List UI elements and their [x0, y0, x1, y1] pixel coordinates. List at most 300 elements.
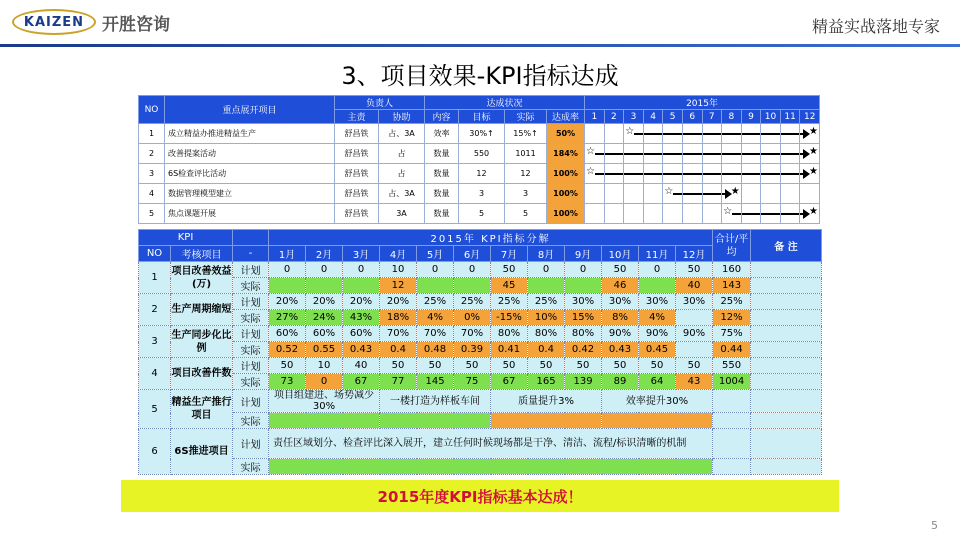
kpi-row-name: 项目改善效益(万): [171, 262, 233, 294]
gantt-line: [644, 133, 663, 135]
row-project: 改善提案活动: [165, 144, 335, 164]
col-owner: 主责: [335, 110, 379, 124]
actual-bar: [269, 459, 713, 475]
end-star-icon: ★: [809, 206, 818, 217]
note-cell: [751, 358, 822, 374]
col-target: 目标: [459, 110, 505, 124]
actual-bar: [269, 413, 380, 429]
month-cell: [702, 164, 722, 184]
plan-label: 计划: [233, 262, 269, 278]
month-cell: [682, 144, 702, 164]
month-header: 12: [800, 110, 820, 124]
slogan: 精益实战落地专家: [811, 17, 940, 36]
kpi-rows: [139, 262, 822, 390]
actual-bar: [380, 413, 491, 429]
plan-value: 0: [343, 262, 380, 278]
gantt-line: [742, 153, 761, 155]
end-star-icon: ★: [809, 126, 818, 137]
row-target: 5: [459, 204, 505, 224]
start-star-icon: ☆: [664, 186, 674, 197]
gantt-line: [703, 153, 722, 155]
kpi-row-no: 2: [139, 294, 171, 326]
row-rate: 100%: [547, 184, 585, 204]
plan-value: 50: [528, 358, 565, 374]
plan-value: 50: [491, 358, 528, 374]
page-title: 3、项目效果-KPI指标达成: [341, 62, 619, 90]
note-cell: [751, 342, 822, 358]
month-cell: [585, 124, 605, 144]
gantt-line: [663, 173, 682, 175]
logo: [12, 8, 170, 36]
plan-value: 50: [565, 358, 602, 374]
row-project: 数据管理模型建立: [165, 184, 335, 204]
plan-value: 30%: [602, 294, 639, 310]
month-header: 2: [604, 110, 624, 124]
col-project: 重点展开项目: [165, 96, 335, 124]
plan-value: 80%: [565, 326, 602, 342]
plan-value: 20%: [343, 294, 380, 310]
gantt-line: [594, 153, 604, 155]
plan-value: 50: [454, 358, 491, 374]
note-cell: [751, 429, 822, 459]
kpi-row-name: 精益生产推行项目: [171, 390, 233, 429]
plan-value: 0: [306, 262, 343, 278]
row-content: 数量: [425, 204, 459, 224]
month-cell: [800, 144, 820, 164]
gantt-line: [781, 153, 800, 155]
actual-value: 89: [602, 374, 639, 390]
gantt-line: [672, 193, 682, 195]
plan-value: 50: [602, 262, 639, 278]
actual-value: 64: [639, 374, 676, 390]
row-content: 数量: [425, 184, 459, 204]
gantt-line: [633, 133, 643, 135]
month-header: 11月: [639, 246, 676, 262]
actual-label: 实际: [233, 342, 269, 358]
month-cell: [780, 124, 800, 144]
row-owner: 舒昌铁: [335, 164, 379, 184]
gantt-line: [605, 173, 624, 175]
kpi-plan-row: [139, 326, 822, 342]
note-cell: [751, 262, 822, 278]
project-row: [139, 184, 820, 204]
month-cell: [585, 184, 605, 204]
actual-value: 77: [380, 374, 417, 390]
plan-value: 20%: [380, 294, 417, 310]
actual-value: 0.43: [343, 342, 380, 358]
project-row: [139, 124, 820, 144]
kpi-actual-row: [139, 374, 822, 390]
gantt-line: [663, 153, 682, 155]
actual-value: 24%: [306, 310, 343, 326]
actual-value: 10%: [528, 310, 565, 326]
note-cell: [751, 374, 822, 390]
plan-value: 90%: [602, 326, 639, 342]
gantt-line: [761, 133, 780, 135]
kpi-plan-row: [139, 358, 822, 374]
row-actual: 3: [505, 184, 547, 204]
month-header: 7月: [491, 246, 528, 262]
note-header: 备 注: [751, 230, 822, 262]
plan-value: 30%: [639, 294, 676, 310]
month-cell: [722, 204, 742, 224]
col-rate: 达成率: [547, 110, 585, 124]
start-star-icon: ☆: [586, 146, 595, 157]
row-assist: 占: [379, 164, 425, 184]
gantt-line: [761, 213, 780, 215]
actual-bar: [602, 413, 713, 429]
plan-value: 50: [602, 358, 639, 374]
actual-bar: [491, 413, 602, 429]
note-cell: [751, 413, 822, 429]
plan-value: 20%: [269, 294, 306, 310]
actual-value: 43%: [343, 310, 380, 326]
actual-value: 15%: [565, 310, 602, 326]
gantt-line: [761, 173, 780, 175]
plan-text: 效率提升30%: [602, 390, 713, 413]
gantt-line: [731, 213, 741, 215]
month-cell: [585, 144, 605, 164]
plan-value: 50: [676, 358, 713, 374]
month-cell: [604, 184, 624, 204]
month-cell: [780, 184, 800, 204]
month-cell: [682, 124, 702, 144]
month-header: 5: [663, 110, 683, 124]
kpi-plan-row: [139, 262, 822, 278]
plan-value: 60%: [343, 326, 380, 342]
plan-value: 50: [417, 358, 454, 374]
row-owner: 舒昌铁: [335, 184, 379, 204]
total-cell: [713, 413, 751, 429]
plan-value: 70%: [417, 326, 454, 342]
gantt-line: [683, 153, 702, 155]
month-cell: [624, 184, 644, 204]
month-cell: [643, 164, 663, 184]
plan-text: 质量提升3%: [491, 390, 602, 413]
plan-value: 30%: [565, 294, 602, 310]
kpi-actual-row: [139, 310, 822, 326]
row-no: 4: [139, 184, 165, 204]
page-number: 5: [931, 519, 938, 532]
month-cell: [722, 164, 742, 184]
plan-total: 75%: [713, 326, 751, 342]
month-cell: [604, 124, 624, 144]
month-cell: [604, 204, 624, 224]
actual-value: 145: [417, 374, 454, 390]
total-cell: [713, 390, 751, 413]
month-header: 11: [780, 110, 800, 124]
row-project: 成立精益办推进精益生产: [165, 124, 335, 144]
month-cell: [663, 124, 683, 144]
month-header: 8: [722, 110, 742, 124]
actual-value: 18%: [380, 310, 417, 326]
actual-value: -15%: [491, 310, 528, 326]
gantt-line: [722, 173, 741, 175]
row-assist: 3A: [379, 204, 425, 224]
gantt-line: [800, 173, 807, 175]
month-cell: [722, 144, 742, 164]
month-cell: [780, 204, 800, 224]
kpi-plan-row: [139, 294, 822, 310]
actual-value: 0.55: [306, 342, 343, 358]
plan-value: 70%: [380, 326, 417, 342]
month-header: 4: [643, 110, 663, 124]
plan-value: 40: [343, 358, 380, 374]
month-header: 3月: [343, 246, 380, 262]
summary-banner: 2015年度KPI指标基本达成！: [121, 480, 839, 512]
actual-value: 0: [306, 374, 343, 390]
end-star-icon: ★: [809, 166, 818, 177]
actual-value: 40: [676, 278, 713, 294]
actual-value: 45: [491, 278, 528, 294]
gantt-line: [594, 173, 604, 175]
month-cell: [585, 164, 605, 184]
actual-label: 实际: [233, 459, 269, 475]
actual-value: 73: [269, 374, 306, 390]
month-cell: [741, 164, 761, 184]
plan-label: 计划: [233, 326, 269, 342]
month-cell: [682, 164, 702, 184]
plan-value: 0: [269, 262, 306, 278]
gantt-line: [644, 153, 663, 155]
actual-total: 0.44: [713, 342, 751, 358]
month-cell: [682, 204, 702, 224]
month-cell: [624, 204, 644, 224]
plan-value: 30%: [676, 294, 713, 310]
logo-mark: KAIZEN: [12, 9, 96, 35]
month-cell: [663, 204, 683, 224]
row-no: 2: [139, 144, 165, 164]
actual-value: 67: [491, 374, 528, 390]
plan-value: 25%: [528, 294, 565, 310]
month-cell: [643, 144, 663, 164]
header-divider: [0, 44, 960, 47]
month-header: 7: [702, 110, 722, 124]
plan-label: 计划: [233, 390, 269, 413]
note-cell: [751, 294, 822, 310]
actual-value: [528, 278, 565, 294]
kpi-header: KPI: [139, 230, 233, 246]
col-assist: 协助: [379, 110, 425, 124]
kpi-row-name: 生产周期缩短: [171, 294, 233, 326]
actual-total: 143: [713, 278, 751, 294]
row-rate: 100%: [547, 204, 585, 224]
item-header: 考核项目: [171, 246, 233, 262]
actual-value: 0.45: [639, 342, 676, 358]
actual-value: 165: [528, 374, 565, 390]
gantt-line: [800, 213, 807, 215]
gantt-line: [703, 173, 722, 175]
row-rate: 100%: [547, 164, 585, 184]
col-content: 内容: [425, 110, 459, 124]
logo-name: 开胜咨询: [102, 14, 170, 35]
month-header: 1月: [269, 246, 306, 262]
plan-value: 70%: [454, 326, 491, 342]
row-owner: 舒昌铁: [335, 124, 379, 144]
plan-value: 25%: [491, 294, 528, 310]
start-star-icon: ☆: [586, 166, 595, 177]
row-owner: 舒昌铁: [335, 204, 379, 224]
month-cell: [722, 184, 742, 204]
actual-value: 0.41: [491, 342, 528, 358]
kpi-row-name: 6S推进项目: [171, 429, 233, 475]
gantt-line: [605, 153, 624, 155]
actual-value: 43: [676, 374, 713, 390]
month-header: 10: [761, 110, 781, 124]
note-cell: [751, 326, 822, 342]
month-cell: [702, 184, 722, 204]
row-no: 5: [139, 204, 165, 224]
no-header: NO: [139, 246, 171, 262]
plan-value: 90%: [676, 326, 713, 342]
kpi-actual-row: [139, 278, 822, 294]
row-owner: 舒昌铁: [335, 144, 379, 164]
month-cell: [761, 164, 781, 184]
gantt-line: [742, 133, 761, 135]
actual-value: [306, 278, 343, 294]
actual-value: [417, 278, 454, 294]
end-star-icon: ★: [730, 186, 740, 197]
col-actual: 实际: [505, 110, 547, 124]
kpi-row-no: 3: [139, 326, 171, 358]
start-star-icon: ☆: [625, 126, 635, 137]
month-cell: [643, 204, 663, 224]
plan-value: 0: [565, 262, 602, 278]
actual-value: 46: [602, 278, 639, 294]
plan-value: 0: [417, 262, 454, 278]
start-star-icon: ☆: [723, 206, 733, 217]
row-actual: 5: [505, 204, 547, 224]
plan-value: 0: [528, 262, 565, 278]
kpi-row-name: 生产同步化比例: [171, 326, 233, 358]
plan-label: 计划: [233, 429, 269, 459]
gantt-line: [722, 133, 741, 135]
plan-value: 50: [491, 262, 528, 278]
gantt-line: [683, 133, 702, 135]
plan-total: 550: [713, 358, 751, 374]
month-cell: [761, 144, 781, 164]
plan-text: 一楼打造为样板车间: [380, 390, 491, 413]
plan-label: 计划: [233, 294, 269, 310]
actual-label: 实际: [233, 278, 269, 294]
col-status: 达成状况: [425, 96, 585, 110]
plan-value: 80%: [528, 326, 565, 342]
kpi-row-no: 5: [139, 390, 171, 429]
project-row: [139, 164, 820, 184]
month-cell: [624, 164, 644, 184]
actual-value: 0.4: [528, 342, 565, 358]
blank-header: [233, 230, 269, 246]
actual-value: [676, 310, 713, 326]
month-cell: [643, 124, 663, 144]
actual-value: 4%: [639, 310, 676, 326]
note-cell: [751, 310, 822, 326]
row-content: 效率: [425, 124, 459, 144]
month-header: 9月: [565, 246, 602, 262]
month-cell: [604, 144, 624, 164]
gantt-line: [683, 193, 702, 195]
plan-total: 160: [713, 262, 751, 278]
actual-value: 8%: [602, 310, 639, 326]
month-cell: [702, 204, 722, 224]
plan-text: 责任区域划分、检查评比深入展开，建立任何时候现场都是干净、清洁、流程/标识清晰的机制: [269, 429, 713, 459]
project-status-table: [138, 95, 820, 224]
month-cell: [682, 184, 702, 204]
month-cell: [702, 144, 722, 164]
row-assist: 占: [379, 144, 425, 164]
gantt-line: [703, 133, 722, 135]
actual-value: 27%: [269, 310, 306, 326]
gantt-line: [624, 173, 643, 175]
actual-value: 0.52: [269, 342, 306, 358]
month-cell: [722, 124, 742, 144]
month-cell: [702, 124, 722, 144]
project-row: [139, 204, 820, 224]
gantt-line: [781, 133, 800, 135]
total-cell: [713, 429, 751, 459]
gantt-line: [624, 153, 643, 155]
gantt-line: [800, 133, 807, 135]
project-rows: [139, 124, 820, 224]
month-cell: [624, 124, 644, 144]
row-target: 12: [459, 164, 505, 184]
month-cell: [741, 184, 761, 204]
gantt-line: [644, 173, 663, 175]
month-header: 2月: [306, 246, 343, 262]
row-content: 数量: [425, 144, 459, 164]
kpi-row-no: 6: [139, 429, 171, 475]
gantt-line: [781, 213, 800, 215]
month-cell: [604, 164, 624, 184]
dash-header: -: [233, 246, 269, 262]
month-cell: [643, 184, 663, 204]
actual-value: 139: [565, 374, 602, 390]
actual-value: [639, 278, 676, 294]
row-target: 550: [459, 144, 505, 164]
month-cell: [585, 204, 605, 224]
actual-label: 实际: [233, 374, 269, 390]
month-cell: [741, 204, 761, 224]
actual-value: 0.43: [602, 342, 639, 358]
plan-value: 60%: [269, 326, 306, 342]
row-no: 1: [139, 124, 165, 144]
plan-value: 0: [639, 262, 676, 278]
row-assist: 占、3A: [379, 184, 425, 204]
month-cell: [624, 144, 644, 164]
month-cell: [800, 164, 820, 184]
row-project: 6S检查评比活动: [165, 164, 335, 184]
plan-total: 25%: [713, 294, 751, 310]
actual-total: 12%: [713, 310, 751, 326]
month-cell: [761, 184, 781, 204]
actual-value: [676, 342, 713, 358]
actual-value: 0.42: [565, 342, 602, 358]
kpi-row-no: 1: [139, 262, 171, 294]
actual-value: 0.39: [454, 342, 491, 358]
month-cell: [761, 204, 781, 224]
kpi-row-name: 项目改善件数: [171, 358, 233, 390]
month-header: 5月: [417, 246, 454, 262]
col-year: 2015年: [585, 96, 820, 110]
project-row: [139, 144, 820, 164]
col-no: NO: [139, 96, 165, 124]
row-target: 3: [459, 184, 505, 204]
row-content: 数量: [425, 164, 459, 184]
gantt-line: [683, 173, 702, 175]
row-actual: 15%↑: [505, 124, 547, 144]
actual-value: 4%: [417, 310, 454, 326]
gantt-line: [781, 173, 800, 175]
